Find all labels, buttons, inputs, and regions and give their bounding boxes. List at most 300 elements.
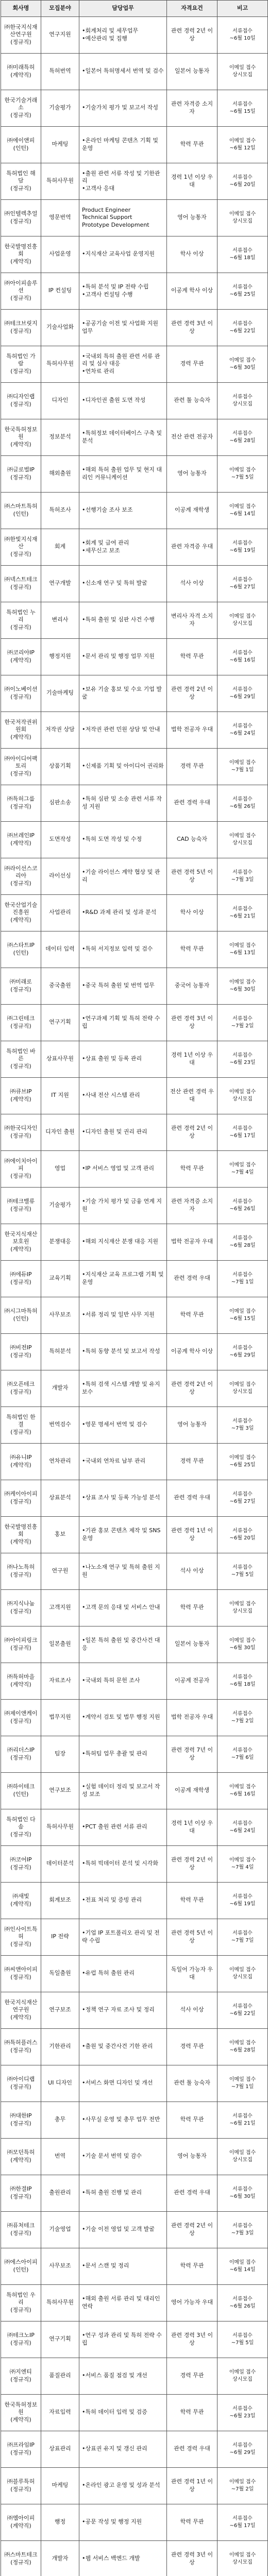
task-cell: •출원 관련 서류 작성 및 기한관리 •고객사 응대: [79, 163, 167, 199]
note-cell: 이메일 접수 상시모집: [217, 2138, 268, 2175]
company-cell: 한국지식재산연구원 (계약직): [1, 1992, 41, 2028]
field-cell: 품질관리: [41, 2358, 79, 2394]
note-cell: 서류접수 ~6월 10일: [217, 16, 268, 53]
qualification-cell: 석사 이상: [167, 565, 217, 602]
note-cell: 서류접수 ~6월 29일: [217, 1333, 268, 1370]
company-cell: ㈜특허그룹 (정규직): [1, 785, 41, 821]
company-cell: ㈜리더스IP (정규직): [1, 1736, 41, 1772]
qualification-cell: 경력 무관: [167, 2358, 217, 2394]
field-cell: 기술평가: [41, 90, 79, 126]
field-cell: IP 전략: [41, 1919, 79, 1955]
note-cell: 이메일 접수 상시모집: [217, 1077, 268, 1114]
qualification-cell: 이공계 재학생: [167, 492, 217, 529]
task-cell: •전표 처리 및 증빙 관리: [79, 1882, 167, 1919]
table-row: [1, 1845, 268, 1882]
table-row: [1, 2211, 268, 2248]
field-cell: 기술평가: [41, 1187, 79, 1224]
task-cell: •특허 출원 및 심판 사건 수행: [79, 602, 167, 638]
note-cell: 이메일 접수 ~6월 13일: [217, 931, 268, 968]
qualification-cell: 석사 이상: [167, 1553, 217, 1589]
table-row: [1, 1736, 268, 1772]
field-cell: 사업관리: [41, 894, 79, 931]
task-cell: •온라인 광고 운영 및 성과 분석: [79, 2467, 167, 2504]
table-row: [1, 1919, 268, 1955]
field-cell: 기술사업화: [41, 309, 79, 346]
note-cell: 서류접수 ~7월 3일: [217, 1406, 268, 1443]
task-cell: •디자인권 출원 도면 작성: [79, 382, 167, 419]
qualification-cell: 학력 무관: [167, 1589, 217, 1626]
task-cell: •PCT 출원 관련 서류 관리: [79, 1809, 167, 1845]
field-cell: 마케팅: [41, 2467, 79, 2504]
qualification-cell: 관련 경력 3년 이상: [167, 1004, 217, 1041]
note-cell: 서류접수 ~7월 5일: [217, 2321, 268, 2358]
company-cell: 특허법인 우리 (정규직): [1, 2284, 41, 2321]
field-cell: 영문번역: [41, 199, 79, 236]
qualification-cell: 전산 관련 경력 우대: [167, 1077, 217, 1114]
task-cell: •일본어 특허명세서 번역 및 검수: [79, 53, 167, 90]
company-cell: 한국저작권위원회 (계약직): [1, 711, 41, 748]
task-cell: •IP 서비스 영업 및 고객 관리: [79, 1150, 167, 1187]
table-row: [1, 1589, 268, 1626]
task-cell: •계약서 검토 및 법무 행정 지원: [79, 1699, 167, 1736]
task-cell: •특허 분석 및 IP 전략 수립 •고객사 컨설팅 수행: [79, 273, 167, 309]
task-cell: •특허 동향 분석 및 보고서 작성: [79, 1333, 167, 1370]
qualification-cell: 관련 경력 우대: [167, 785, 217, 821]
field-cell: 라이선싱: [41, 858, 79, 894]
qualification-cell: 영어 능통자: [167, 1406, 217, 1443]
table-row: [1, 2540, 268, 2576]
company-cell: ㈜새빛 (계약직): [1, 1882, 41, 1919]
table-row: [1, 236, 268, 273]
task-cell: •디자인 출원 및 권리 관리: [79, 1114, 167, 1150]
field-cell: 번역검수: [41, 1406, 79, 1443]
field-cell: 연구기획: [41, 1004, 79, 1041]
field-cell: 회계: [41, 529, 79, 565]
qualification-cell: 경력 무관: [167, 1443, 217, 1480]
task-cell: •기업 IP 포트폴리오 관리 및 전략 수립: [79, 1919, 167, 1955]
qualification-cell: 학력 무관: [167, 2394, 217, 2431]
qualification-cell: 경력 무관: [167, 346, 217, 382]
table-row: [1, 785, 268, 821]
table-row: [1, 1004, 268, 1041]
note-cell: 이메일 접수 ~6월 14일: [217, 492, 268, 529]
task-cell: •보유 기술 홍보 및 수요 기업 발굴: [79, 675, 167, 711]
qualification-cell: 이공계 학사 이상: [167, 1333, 217, 1370]
field-cell: 일본출원: [41, 1626, 79, 1663]
field-cell: 특허분석: [41, 1333, 79, 1370]
company-cell: 한국발명진흥회 (계약직): [1, 236, 41, 273]
company-cell: ㈜케이아이피 (정규직): [1, 1480, 41, 1516]
company-cell: ㈜테크노IP (정규직): [1, 2321, 41, 2358]
company-cell: ㈜그린테크 (정규직): [1, 1004, 41, 1041]
qualification-cell: 법학 전공자 우대: [167, 1224, 217, 1260]
company-cell: ㈜넥스트테크 (정규직): [1, 565, 41, 602]
table-row: [1, 1370, 268, 1406]
task-cell: •특허 서지정보 입력 및 검수: [79, 931, 167, 968]
note-cell: 이메일 접수 상시모집: [217, 1955, 268, 1992]
task-cell: •특허 심판 및 소송 관련 서류 작성 지원: [79, 785, 167, 821]
company-cell: 한국발명진흥회 (계약직): [1, 1516, 41, 1553]
field-cell: 기술마케팅: [41, 675, 79, 711]
note-cell: 이메일 접수 상시모집: [217, 602, 268, 638]
company-cell: ㈜에이앤피 (인턴): [1, 126, 41, 163]
field-cell: 데이터분석: [41, 1845, 79, 1882]
qualification-cell: 경력 1년 이상 우대: [167, 1041, 217, 1077]
company-cell: ㈜한결IP (정규직): [1, 2175, 41, 2211]
qualification-cell: 학력 무관: [167, 2248, 217, 2284]
company-cell: ㈜인텔렉추얼 (정규직): [1, 199, 41, 236]
task-cell: •나노소재 연구 및 특허 출원 지원: [79, 1553, 167, 1589]
qualification-cell: 관련 경력 5년 이상: [167, 858, 217, 894]
field-cell: 총무: [41, 2102, 79, 2138]
field-cell: 연구보조: [41, 1992, 79, 2028]
field-cell: 저작권 상담: [41, 711, 79, 748]
company-cell: ㈜시그마특허 (인턴): [1, 1297, 41, 1333]
company-cell: 특허법인 한결 (정규직): [1, 1406, 41, 1443]
table-row: [1, 419, 268, 455]
task-cell: •특허 빅데이터 분석 및 시각화: [79, 1845, 167, 1882]
company-cell: ㈜나노특허 (정규직): [1, 1553, 41, 1589]
note-cell: 이메일 접수 ~6월 30일: [217, 346, 268, 382]
qualification-cell: 관련 경력 우대: [167, 1480, 217, 1516]
table-row: [1, 2284, 268, 2321]
note-cell: 이메일 접수 ~7월 1일: [217, 2065, 268, 2102]
task-cell: •공문 작성 및 행정 지원: [79, 2504, 167, 2540]
field-cell: 디자인 출원: [41, 1114, 79, 1150]
note-cell: 이메일 접수 ~7월 4일: [217, 1845, 268, 1882]
company-cell: 한국지식재산보호원 (계약직): [1, 1224, 41, 1260]
field-cell: 상표사무원: [41, 1041, 79, 1077]
note-cell: 이메일 접수 ~7월 5일: [217, 455, 268, 492]
field-cell: 개발자: [41, 1370, 79, 1406]
task-cell: •신제품 기획 및 아이디어 권리화: [79, 748, 167, 785]
qualification-cell: 학력 무관: [167, 2504, 217, 2540]
note-cell: 이메일 접수 ~7월 1일: [217, 748, 268, 785]
company-cell: ㈜디자인랩 (정규직): [1, 382, 41, 419]
company-cell: ㈜테크밸류 (정규직): [1, 1187, 41, 1224]
table-row: [1, 931, 268, 968]
table-row: [1, 1333, 268, 1370]
company-cell: 한국기술거래소 (정규직): [1, 90, 41, 126]
task-cell: •서비스 화면 디자인 및 개선: [79, 2065, 167, 2102]
company-cell: ㈜씨앤아이피 (정규직): [1, 1955, 41, 1992]
table-body: [1, 16, 268, 2576]
field-cell: 특허사무원: [41, 2284, 79, 2321]
table-row: [1, 638, 268, 675]
company-cell: ㈜한빛지식재산 (정규직): [1, 529, 41, 565]
note-cell: 서류접수 ~6월 21일: [217, 894, 268, 931]
company-cell: ㈜오픈테크 (정규직): [1, 1370, 41, 1406]
field-cell: 자료입력: [41, 2394, 79, 2431]
qualification-cell: 중국어 능통자: [167, 968, 217, 1004]
task-cell: •기술가치 평가 및 보고서 작성: [79, 90, 167, 126]
task-cell: •연구 성과 관리 및 특허 전략 수립: [79, 2321, 167, 2358]
task-cell: •출원 및 중간사건 기한 관리: [79, 2028, 167, 2065]
qualification-cell: 학사 이상: [167, 894, 217, 931]
qualification-cell: 독일어 가능자 우대: [167, 1955, 217, 1992]
qualification-cell: 변리사 자격 소지자: [167, 602, 217, 638]
table-row: [1, 821, 268, 858]
note-cell: 이메일 접수 ~6월 30일: [217, 968, 268, 1004]
task-cell: •영문 명세서 번역 및 검수: [79, 1406, 167, 1443]
note-cell: 이메일 접수 ~6월 30일: [217, 1626, 268, 1663]
company-cell: ㈜이노베이션 (정규직): [1, 675, 41, 711]
note-cell: 서류접수 ~6월 26일: [217, 785, 268, 821]
table-row: [1, 1809, 268, 1845]
table-row: [1, 1041, 268, 1077]
qualification-cell: 법학 전공자 우대: [167, 711, 217, 748]
company-cell: ㈜라이선스코리아 (정규직): [1, 858, 41, 894]
field-cell: 마케팅: [41, 126, 79, 163]
note-cell: 이메일 접수 상시모집: [217, 53, 268, 90]
company-cell: ㈜아이디랩 (정규직): [1, 2065, 41, 2102]
company-cell: ㈜브레인IP (계약직): [1, 821, 41, 858]
field-cell: 기한관리: [41, 2028, 79, 2065]
task-cell: •온라인 마케팅 콘텐츠 기획 및 운영: [79, 126, 167, 163]
field-cell: 기술영업: [41, 2211, 79, 2248]
table-row: [1, 565, 268, 602]
table-row: [1, 1077, 268, 1114]
table-row: [1, 2175, 268, 2211]
field-cell: 특허사무원: [41, 163, 79, 199]
note-cell: 서류접수 ~6월 15일: [217, 90, 268, 126]
note-cell: 이메일 접수 ~6월 16일: [217, 1772, 268, 1809]
table-row: [1, 492, 268, 529]
task-cell: •문서 스캔 및 정리: [79, 2248, 167, 2284]
table-row: [1, 1699, 268, 1736]
qualification-cell: 법학 전공자 우대: [167, 1699, 217, 1736]
qualification-cell: 영어 가능자 우대: [167, 2284, 217, 2321]
task-cell: •해외 지식재산 분쟁 대응 지원: [79, 1224, 167, 1260]
table-row: [1, 90, 268, 126]
qualification-cell: 관련 경력 2년 이상: [167, 1370, 217, 1406]
field-cell: 특허번역: [41, 53, 79, 90]
qualification-cell: 경력 무관: [167, 748, 217, 785]
company-cell: ㈜지엔티 (정규직): [1, 2358, 41, 2394]
company-cell: ㈜스마트테크 (정규직): [1, 2540, 41, 2576]
note-cell: 서류접수 ~7월 3일: [217, 858, 268, 894]
field-cell: 연구원: [41, 1553, 79, 1589]
qualification-cell: 이공계 재학생: [167, 1772, 217, 1809]
company-cell: ㈜미래특허 (계약직): [1, 53, 41, 90]
task-cell: •일본 특허 출원 및 중간사건 대응: [79, 1626, 167, 1663]
task-cell: •사내 전산 시스템 관리: [79, 1077, 167, 1114]
task-cell: •특허 데이터 입력 및 검증: [79, 2394, 167, 2431]
field-cell: 심판소송: [41, 785, 79, 821]
qualification-cell: 이공계 학사 이상: [167, 273, 217, 309]
table-row: [1, 1663, 268, 1699]
task-cell: •특허 도면 작성 및 수정: [79, 821, 167, 858]
field-cell: 사무보조: [41, 2248, 79, 2284]
qualification-cell: 영어 능통자: [167, 2138, 217, 2175]
field-cell: 데이터 입력: [41, 931, 79, 968]
note-cell: 서류접수 ~6월 17일: [217, 1114, 268, 1150]
field-cell: 연차관리: [41, 1443, 79, 1480]
table-row: [1, 2467, 268, 2504]
task-cell: •국내외 특허 출원 관련 서류 관리 및 심사 대응 •연차료 관리: [79, 346, 167, 382]
company-cell: ㈜블루특허 (정규직): [1, 2467, 41, 2504]
note-cell: 이메일 접수 ~6월 12일: [217, 126, 268, 163]
task-cell: •회계처리 및 세무업무 •예산관리 및 집행: [79, 16, 167, 53]
qualification-cell: 학사 이상: [167, 236, 217, 273]
note-cell: 서류접수 ~6월 29일: [217, 675, 268, 711]
note-cell: 서류접수 ~7월 5일: [217, 1553, 268, 1589]
field-cell: 변리사: [41, 602, 79, 638]
qualification-cell: 관련 툴 능숙자: [167, 2065, 217, 2102]
company-cell: ㈜아이디어팩토리 (정규직): [1, 748, 41, 785]
company-cell: ㈜지식나눔 (정규직): [1, 1589, 41, 1626]
table-row: [1, 1224, 268, 1260]
field-cell: 개발자: [41, 2540, 79, 2576]
table-row: [1, 163, 268, 199]
table-row: [1, 894, 268, 931]
task-cell: •신소재 연구 및 특허 발굴: [79, 565, 167, 602]
qualification-cell: 관련 경력 우대: [167, 2175, 217, 2211]
qualification-cell: 학력 무관: [167, 1150, 217, 1187]
qualification-cell: 석사 이상: [167, 1992, 217, 2028]
table-row: [1, 53, 268, 90]
company-cell: ㈜에듀IP (정규직): [1, 1260, 41, 1297]
field-cell: 회계보조: [41, 1882, 79, 1919]
task-cell: Product Engineer Technical Support Prototype Development: [79, 199, 167, 236]
note-cell: 서류접수 ~6월 26일: [217, 2284, 268, 2321]
table-row: [1, 2504, 268, 2540]
qualification-cell: 이공계 전공자: [167, 1663, 217, 1699]
company-cell: ㈜에이치아이피 (정규직): [1, 1150, 41, 1187]
header-company: 회사명: [1, 1, 41, 17]
table-row: [1, 1553, 268, 1589]
table-row: [1, 1882, 268, 1919]
qualification-cell: 학력 무관: [167, 126, 217, 163]
company-cell: ㈜글로벌IP (정규직): [1, 455, 41, 492]
task-cell: •기술 문서 번역 및 감수: [79, 2138, 167, 2175]
note-cell: 이메일 접수 ~7월 4일: [217, 1150, 268, 1187]
company-cell: ㈜제이앤케이 (정규직): [1, 1699, 41, 1736]
table-row: [1, 2321, 268, 2358]
company-cell: ㈜스타트IP (인턴): [1, 931, 41, 968]
task-cell: •상표권 유지 및 갱신 관리: [79, 2431, 167, 2467]
header-note: 비고: [217, 1, 268, 17]
table-row: [1, 126, 268, 163]
qualification-cell: 관련 경력 5년 이상: [167, 1919, 217, 1955]
task-cell: •선행기술 조사 보조: [79, 492, 167, 529]
qualification-cell: 일본어 능통자: [167, 1626, 217, 1663]
task-cell: •국내외 연차료 납부 관리: [79, 1443, 167, 1480]
table-row: [1, 1480, 268, 1516]
field-cell: 특허사무원: [41, 1809, 79, 1845]
qualification-cell: 관련 경력 3년 이상: [167, 2321, 217, 2358]
qualification-cell: 학력 무관: [167, 931, 217, 968]
note-cell: 서류접수 ~7월 2일: [217, 1699, 268, 1736]
note-cell: 서류접수 ~7월 1일: [217, 1260, 268, 1297]
qualification-cell: 경력 1년 이상 우대: [167, 1809, 217, 1845]
task-cell: •상표 출원 및 등록 관리: [79, 1041, 167, 1077]
field-cell: 고객지원: [41, 1589, 79, 1626]
table-row: [1, 1992, 268, 2028]
header-field: 모집분야: [41, 1, 79, 17]
note-cell: 서류접수 ~6월 27일: [217, 1480, 268, 1516]
table-row: [1, 2138, 268, 2175]
task-cell: •사무실 운영 및 총무 업무 전반: [79, 2102, 167, 2138]
task-cell: •지식재산 교육사업 운영지원: [79, 236, 167, 273]
qualification-cell: 관련 경력 2년 이상: [167, 675, 217, 711]
task-cell: •서류 정리 및 일반 사무 지원: [79, 1297, 167, 1333]
note-cell: 이메일 접수 ~6월 28일: [217, 2028, 268, 2065]
field-cell: IT 지원: [41, 1077, 79, 1114]
table-row: [1, 2028, 268, 2065]
table-row: [1, 1150, 268, 1187]
task-cell: •특허 검색 시스템 개발 및 유지보수: [79, 1370, 167, 1406]
company-cell: 특허법인 해담 (정규직): [1, 163, 41, 199]
company-cell: 특허법인 다솜 (정규직): [1, 1809, 41, 1845]
field-cell: UI 디자인: [41, 2065, 79, 2102]
company-cell: ㈜코어IP (정규직): [1, 1845, 41, 1882]
field-cell: 상품기획: [41, 748, 79, 785]
field-cell: 행정지원: [41, 638, 79, 675]
task-cell: •기술 가치 평가 및 금융 연계 지원: [79, 1187, 167, 1224]
qualification-cell: 관련 경력 2년 이상: [167, 1114, 217, 1150]
field-cell: 중국출원: [41, 968, 79, 1004]
note-cell: 서류접수 ~6월 24일: [217, 711, 268, 748]
company-cell: 특허법인 누리 (정규직): [1, 602, 41, 638]
task-cell: •해외 출원 서류 관리 및 대리인 연락: [79, 2284, 167, 2321]
company-cell: ㈜비전IP (정규직): [1, 1333, 41, 1370]
qualification-cell: 관련 자격증 우대: [167, 529, 217, 565]
task-cell: •기관 홍보 콘텐츠 제작 및 SNS 운영: [79, 1516, 167, 1553]
field-cell: 교육기획: [41, 1260, 79, 1297]
company-cell: ㈜엠아이피 (계약직): [1, 2504, 41, 2540]
table-row: [1, 382, 268, 419]
qualification-cell: 경력 무관: [167, 2028, 217, 2065]
field-cell: 정보분석: [41, 419, 79, 455]
company-cell: ㈜한국디자인 (정규직): [1, 1114, 41, 1150]
table-row: [1, 968, 268, 1004]
task-cell: •기술 라이선스 계약 협상 및 관리: [79, 858, 167, 894]
table-row: [1, 1626, 268, 1663]
company-cell: ㈜테크브릿지 (정규직): [1, 309, 41, 346]
note-cell: 서류접수 ~7월 7일: [217, 1919, 268, 1955]
task-cell: •실험 데이터 정리 및 보고서 작성 보조: [79, 1772, 167, 1809]
note-cell: 서류접수 ~6월 22일: [217, 1992, 268, 2028]
note-cell: 서류접수 ~6월 18일: [217, 236, 268, 273]
field-cell: 해외출원: [41, 455, 79, 492]
table-row: [1, 1187, 268, 1224]
task-cell: •문서 관리 및 행정 업무 지원: [79, 638, 167, 675]
task-cell: •해외 특허 출원 업무 및 현지 대리인 커뮤니케이션: [79, 455, 167, 492]
qualification-cell: 전산 관련 전공자: [167, 419, 217, 455]
qualification-cell: 학력 무관: [167, 2102, 217, 2138]
table-row: [1, 2431, 268, 2467]
company-cell: ㈜프라임IP (정규직): [1, 2431, 41, 2467]
note-cell: 이메일 접수 상시모집: [217, 1370, 268, 1406]
field-cell: 연구지원: [41, 16, 79, 53]
field-cell: 상표관리: [41, 2431, 79, 2467]
company-cell: 한국특허정보원 (계약직): [1, 2394, 41, 2431]
table-row: [1, 748, 268, 785]
note-cell: 서류접수 ~6월 23일: [217, 2394, 268, 2431]
field-cell: 연구기획: [41, 2321, 79, 2358]
note-cell: 서류접수 ~6월 21일: [217, 2102, 268, 2138]
field-cell: 분쟁대응: [41, 1224, 79, 1260]
company-cell: ㈜모던특허 (계약직): [1, 2138, 41, 2175]
field-cell: 특허조사: [41, 492, 79, 529]
task-cell: •특허팀 업무 총괄 및 관리: [79, 1736, 167, 1772]
field-cell: 행정: [41, 2504, 79, 2540]
qualification-cell: 관련 경력 3년 이상: [167, 2540, 217, 2576]
task-cell: •상표 조사 및 등록 가능성 분석: [79, 1480, 167, 1516]
table-row: [1, 16, 268, 53]
company-cell: 한국특허정보원 (계약직): [1, 419, 41, 455]
